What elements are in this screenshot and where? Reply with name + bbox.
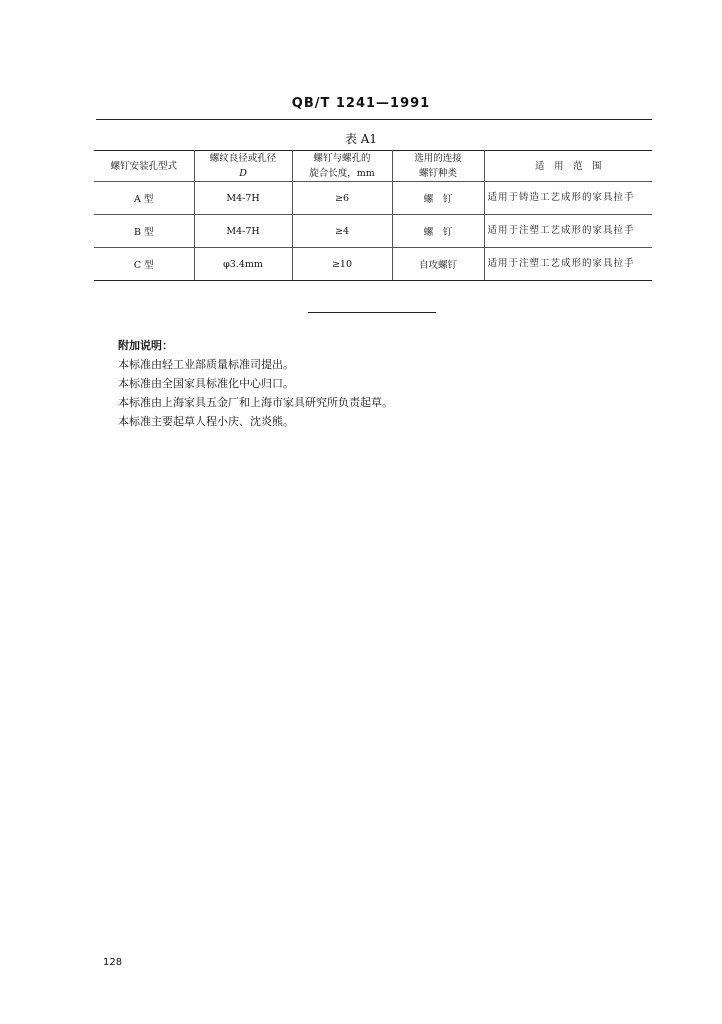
col-header-hole-type: 螺钉安装孔型式: [94, 151, 194, 182]
cell-length: ≥10: [292, 248, 392, 281]
notes-line: 本标准由全国家具标准化中心归口。: [118, 377, 294, 390]
additional-notes: [118, 336, 393, 431]
notes-line: 本标准由上海家具五金厂和上海市家具研究所负责起草。: [118, 396, 393, 409]
spec-table: [94, 150, 652, 281]
table-row: [94, 248, 652, 281]
col-header-screw-type: 选用的连接 螺钉种类: [392, 151, 484, 182]
section-divider: [308, 312, 436, 313]
cell-type: B 型: [94, 215, 194, 248]
header-rule: [96, 119, 652, 120]
cell-screw: 螺 钉: [392, 182, 484, 215]
cell-scope: 适用于注塑工艺成形的家具拉手: [484, 248, 652, 281]
cell-diameter: φ3.4mm: [194, 248, 292, 281]
table-row: [94, 182, 652, 215]
notes-line: 本标准主要起草人程小庆、沈炎熊。: [118, 415, 294, 428]
cell-screw: 自攻螺钉: [392, 248, 484, 281]
cell-screw: 螺 钉: [392, 215, 484, 248]
cell-scope: 适用于注塑工艺成形的家具拉手: [484, 215, 652, 248]
col-header-scope: 适 用 范 围: [484, 151, 652, 182]
cell-length: ≥4: [292, 215, 392, 248]
standard-code-header: QB/T 1241—1991: [291, 96, 431, 111]
cell-scope: 适用于铸造工艺成形的家具拉手: [484, 182, 652, 215]
notes-heading: 附加说明：: [118, 339, 173, 352]
table-header-row: [94, 151, 652, 182]
col-header-length: 螺钉与螺孔的 旋合长度，mm: [292, 151, 392, 182]
table-title: 表 A1: [344, 132, 378, 146]
cell-type: A 型: [94, 182, 194, 215]
notes-line: 本标准由轻工业部质量标准司提出。: [118, 358, 294, 371]
cell-type: C 型: [94, 248, 194, 281]
page-number: 128: [103, 957, 123, 968]
cell-length: ≥6: [292, 182, 392, 215]
cell-diameter: M4-7H: [194, 182, 292, 215]
col-header-diameter: 螺纹良径或孔径 D: [194, 151, 292, 182]
table-row: [94, 215, 652, 248]
cell-diameter: M4-7H: [194, 215, 292, 248]
